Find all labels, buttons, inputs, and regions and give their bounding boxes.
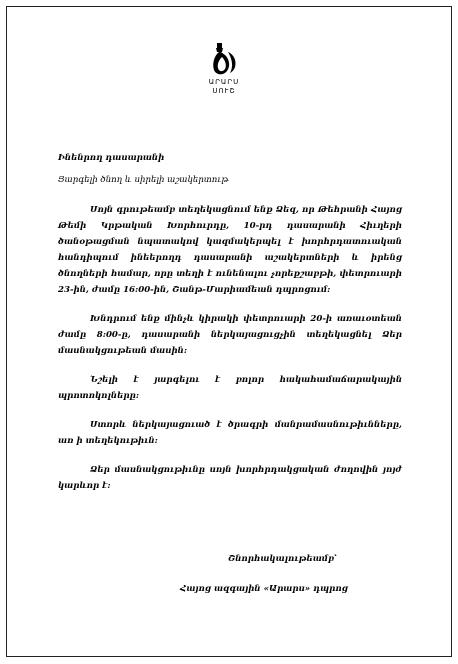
paragraph-4: Ստորև ներկայացուած է ծրագրի մանրամասնութիւնները, առ ի տեղեկութիւն: bbox=[58, 420, 402, 446]
logo-emblem-icon bbox=[206, 40, 242, 78]
signature-school: Հայոց ազգային «Արարս» դպրոց bbox=[180, 584, 348, 594]
letter-body bbox=[58, 202, 402, 494]
logo-text: ԱՐԱՐՍ bbox=[208, 78, 240, 86]
logo-subtext: ՍՈՒՇ bbox=[212, 87, 236, 95]
school-logo bbox=[200, 40, 248, 100]
paragraph-3: Նշելի է յարգելու է բոլոր հակահամաճարակային պրոտոկոլները: bbox=[58, 375, 402, 401]
signature-thanks: Շնորհակալութեամբ՝ bbox=[228, 554, 337, 564]
paragraph-5: Ձեր մասնակցութիւնը սոյն խորհրդակցական ժողովին յոյժ կարևոր է: bbox=[58, 465, 402, 491]
paragraph-2: Խնդրում ենք մինչև կիրակի փետրուարի 20-ի առաւօտեան ժամը 8:00-ը, դասարանի ներկայացուցչին տեղեկացնել Ձեր մասնակցութեան մասին: bbox=[58, 314, 402, 356]
paragraph-1: Սոյն գրութեամբ տեղեկացնում ենք Ձեզ, որ Թեհրանի Հայոց Թեմի Կրթական Խորհուրդը, 10-րդ դասարանի Հիւղերի ծանօթացման նպատակով կազմակերպել է խորհրդատուական հանդիպում ինեերողդ դասարանի աշակերտների և իրենց ծնողների համար, որը տեղի է ունենալու չորեքշաբթի, փետրուարի 23-ին, ժամը 16:00-ին, Շանթ-Մարիամեան դպրոցում: bbox=[58, 205, 402, 295]
salutation: Ինենրող դասարանի bbox=[58, 153, 165, 163]
subsalutation: Յարգելի ծնող և սիրելի աշակերտութ bbox=[58, 175, 229, 185]
